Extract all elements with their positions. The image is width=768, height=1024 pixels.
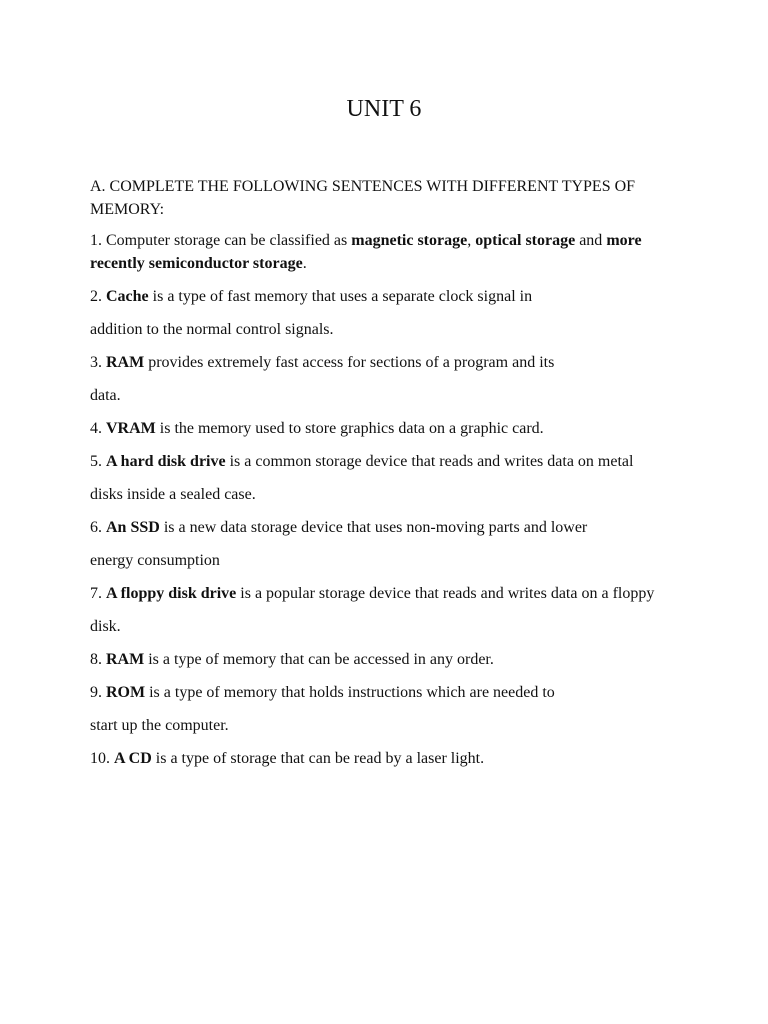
answer-term: A CD — [114, 750, 152, 767]
item-number: 6. — [90, 519, 102, 536]
answer-term: Cache — [106, 288, 149, 305]
sentence-item — [90, 351, 680, 407]
sentence-text: is a type of memory that holds instructions which are needed to — [145, 684, 555, 701]
sentence-item — [90, 417, 680, 440]
sentence-list — [90, 229, 680, 770]
sentence-text: provides extremely fast access for sections of a program and its — [144, 354, 555, 371]
item-number: 1. — [90, 232, 102, 249]
sentence-item — [90, 747, 680, 770]
sentence-text: is a type of fast memory that uses a separate clock signal in — [148, 288, 533, 305]
answer-term: RAM — [106, 354, 145, 371]
sentence-text: is a new data storage device that uses non-moving parts and lower — [159, 519, 588, 536]
sentence-text: is a common storage device that reads and writes data on metal — [225, 453, 634, 470]
answer-term: A hard disk drive — [106, 453, 226, 470]
sentence-item — [90, 582, 680, 638]
answer-term: magnetic storage — [351, 232, 468, 249]
sentence-item — [90, 229, 680, 275]
sentence-text: , — [467, 232, 476, 249]
item-number: 7. — [90, 585, 102, 602]
sentence-text: and — [575, 232, 607, 249]
answer-term: more recently semiconductor storage — [90, 232, 642, 272]
answer-term: VRAM — [106, 420, 156, 437]
sentence-continuation: disks inside a sealed case. — [90, 486, 256, 503]
exercise-content — [90, 175, 680, 780]
sentence-item — [90, 285, 680, 341]
section-heading: A. COMPLETE THE FOLLOWING SENTENCES WITH DIFFERENT TYPES OF MEMORY: — [90, 178, 636, 218]
answer-term: ROM — [106, 684, 146, 701]
item-number: 2. — [90, 288, 102, 305]
answer-term: RAM — [106, 651, 145, 668]
page-title: UNIT 6 — [346, 96, 422, 122]
sentence-text: is a type of storage that can be read by a laser light. — [151, 750, 485, 767]
sentence-continuation: disk. — [90, 618, 121, 635]
answer-term: An SSD — [106, 519, 160, 536]
sentence-text: is a popular storage device that reads and writes data on a floppy — [236, 585, 655, 602]
sentence-continuation: data. — [90, 387, 121, 404]
sentence-item — [90, 516, 680, 572]
sentence-text: Computer storage can be classified as — [102, 232, 352, 249]
answer-term: optical storage — [475, 232, 576, 249]
sentence-text: . — [302, 255, 307, 272]
sentence-continuation: energy consumption — [90, 552, 220, 569]
item-number: 8. — [90, 651, 102, 668]
item-number: 3. — [90, 354, 102, 371]
sentence-text: is the memory used to store graphics data on a graphic card. — [155, 420, 544, 437]
answer-term: A floppy disk drive — [106, 585, 237, 602]
sentence-continuation: addition to the normal control signals. — [90, 321, 334, 338]
sentence-item — [90, 450, 680, 506]
sentence-continuation: start up the computer. — [90, 717, 229, 734]
sentence-text: is a type of memory that can be accessed in any order. — [144, 651, 494, 668]
sentence-item — [90, 681, 680, 737]
item-number: 9. — [90, 684, 102, 701]
item-number: 5. — [90, 453, 102, 470]
item-number: 10. — [90, 750, 110, 767]
item-number: 4. — [90, 420, 102, 437]
sentence-item — [90, 648, 680, 671]
